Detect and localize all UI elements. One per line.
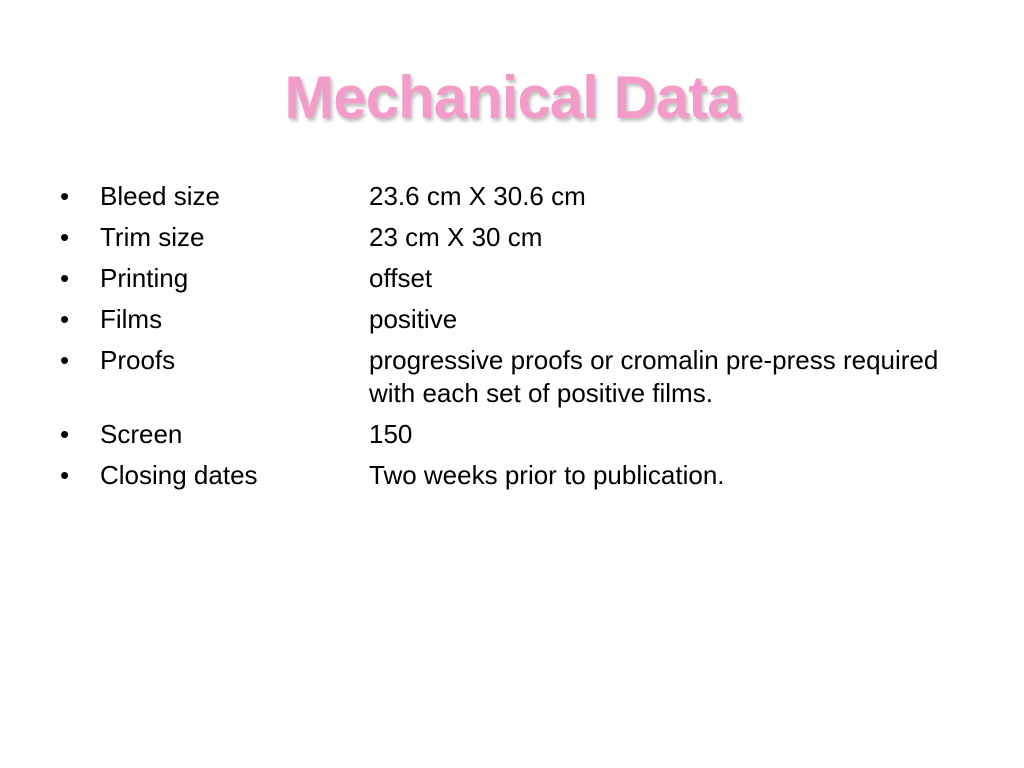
spec-value: progressive proofs or cromalin pre-press required with each set of positive films. <box>369 345 939 408</box>
spec-label: Screen <box>100 419 183 449</box>
spec-label: Films <box>100 304 163 334</box>
spec-label: Closing dates <box>100 460 258 490</box>
spec-value: 23.6 cm X 30.6 cm <box>369 181 586 211</box>
bullet-icon: • <box>60 419 70 449</box>
bullet-icon: • <box>60 345 70 375</box>
spec-row-printing <box>60 262 980 295</box>
spec-label: Printing <box>100 263 189 293</box>
spec-label: Trim size <box>100 222 205 252</box>
spec-label: Proofs <box>100 345 176 375</box>
spec-label: Bleed size <box>100 181 220 211</box>
bullet-icon: • <box>60 460 70 490</box>
spec-row-screen <box>60 418 980 451</box>
bullet-icon: • <box>60 263 70 293</box>
spec-row-closing-dates <box>60 459 980 492</box>
bullet-icon: • <box>60 181 70 211</box>
bullet-icon: • <box>60 304 70 334</box>
spec-row-proofs <box>60 344 980 410</box>
spec-value: Two weeks prior to publication. <box>369 460 725 490</box>
spec-value: positive <box>369 304 458 334</box>
spec-row-films <box>60 303 980 336</box>
spec-value: offset <box>369 263 433 293</box>
spec-row-bleed-size <box>60 180 980 213</box>
slide-title: Mechanical Data <box>284 64 740 131</box>
spec-value: 150 <box>369 419 413 449</box>
spec-row-trim-size <box>60 221 980 254</box>
spec-value: 23 cm X 30 cm <box>369 222 543 252</box>
spec-list <box>60 180 980 500</box>
bullet-icon: • <box>60 222 70 252</box>
